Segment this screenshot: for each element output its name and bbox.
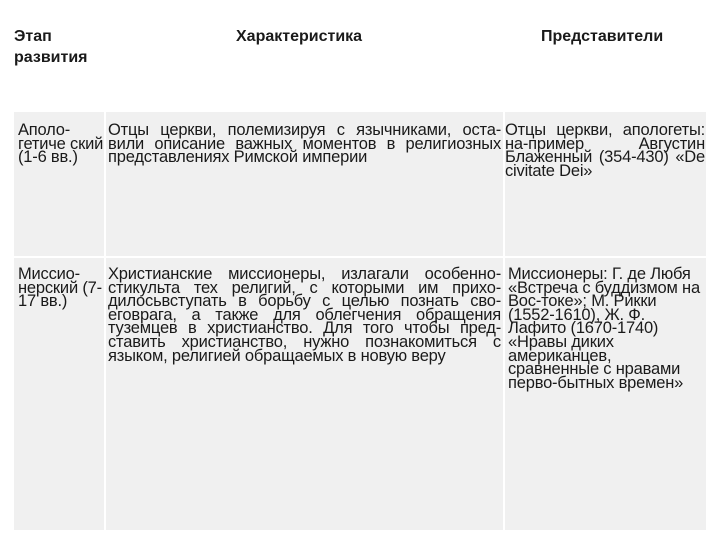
header-cell-characteristic [106, 10, 503, 110]
row1-representatives-cell: Отцы церкви, апологеты: на-пример Августин Блаженный (354-430) «De civitate Dei» [505, 121, 705, 180]
row1-characteristic-cell: Отцы церкви, полемизируя с язычниками, оста-вили описание важных моментов в религиозных представлениях Римской империи [108, 121, 501, 167]
header-cell-representatives [505, 10, 706, 110]
row2-characteristic-cell: Христианские миссионеры, излагали особенно-стикульта тех религий, с которыми им прихо-дилосьвступать в борьбу с целью познать сво-еговрага, а также для облегчения обращения туземцев в христианство. Для того чтобы пред-ставить христианство, нужно познакомиться с языком, религией обращаемых в новую веру [108, 265, 501, 365]
header-cell-stage [14, 10, 104, 110]
column-divider [503, 10, 505, 530]
column-divider [104, 10, 106, 530]
row1-stage-cell: Аполо-гетиче ский (1-6 вв.) [18, 121, 104, 167]
header-stage-label: Этап развития [14, 28, 88, 66]
header-characteristic-label: Характеристика [236, 28, 363, 45]
row-divider [14, 256, 706, 258]
row2-stage-cell: Миссио-нерский (7-17 вв.) [18, 265, 102, 311]
row2-representatives-cell: Миссионеры: Г. де Любя «Встреча с буддизмом на Вос-токе»; М. Рикки (1552-1610), Ж. Ф. Лафито (1670-1740) «Нравы диких американцев, сравненные с нравами перво-бытных времен» [508, 265, 700, 392]
comparison-table [14, 10, 706, 530]
row-divider [14, 110, 706, 112]
header-representatives-label: Представители [541, 28, 664, 45]
